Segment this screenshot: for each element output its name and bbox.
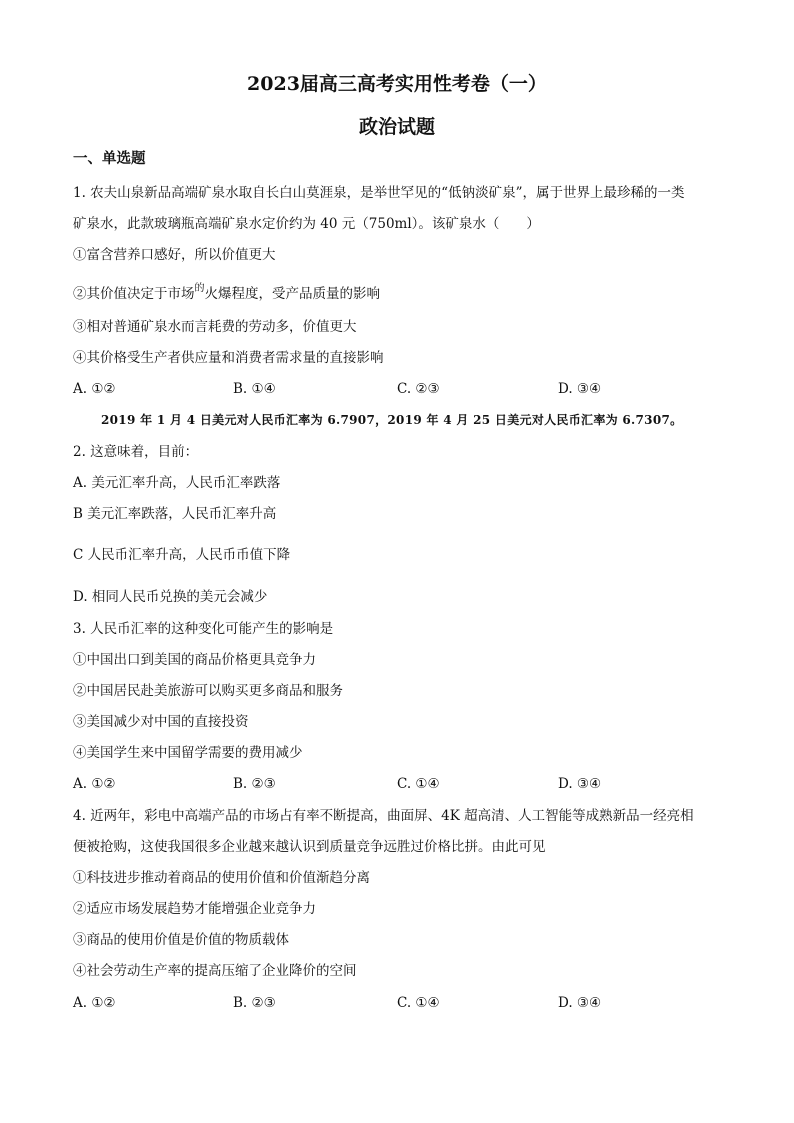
q4-option-d: D. ③④ (558, 995, 602, 1011)
q2-option-c: C 人民币汇率升高，人民币币值下降 (73, 547, 291, 563)
q3-stem: 3. 人民币汇率的这种变化可能产生的影响是 (73, 621, 334, 637)
q1-statement-1: ①富含营养口感好，所以价值更大 (73, 247, 276, 263)
q4-stem-line2: 便被抢购，这使我国很多企业越来越认识到质量竞争远胜过价格比拼。由此可见 (73, 839, 546, 855)
q4-statement-3: ③商品的使用价值是价值的物质载体 (73, 932, 289, 948)
q2-option-b: B 美元汇率跌落，人民币汇率升高 (73, 506, 277, 522)
q3-statement-1: ①中国出口到美国的商品价格更具竞争力 (73, 652, 316, 668)
q1-statement-2-part1: ②其价值决定于市场 (73, 286, 195, 302)
q2-option-a: A. 美元汇率升高，人民币汇率跌落 (73, 475, 281, 491)
q4-option-a: A. ①② (73, 995, 116, 1011)
q4-statement-1: ①科技进步推动着商品的使用价值和价值渐趋分离 (73, 870, 370, 886)
q1-stem-line2: 矿泉水，此款玻璃瓶高端矿泉水定价约为 40 元（750ml）。该矿泉水（ ） (73, 216, 540, 232)
q2-option-d: D. 相同人民币兑换的美元会减少 (73, 589, 268, 605)
q3-statement-3: ③美国减少对中国的直接投资 (73, 714, 249, 730)
q1-statement-3: ③相对普通矿泉水而言耗费的劳动多，价值更大 (73, 319, 357, 335)
q3-option-c: C. ①④ (397, 776, 440, 792)
material-note: 2019 年 1 月 4 日美元对人民币汇率为 6.7907，2019 年 4 月 25 日美元对人民币汇率为 6.7307。 (101, 413, 683, 427)
q1-option-c: C. ②③ (397, 381, 440, 397)
q3-statement-4: ④美国学生来中国留学需要的费用减少 (73, 745, 303, 761)
q3-option-b: B. ②③ (233, 776, 276, 792)
q2-stem: 2. 这意味着，目前： (73, 444, 199, 460)
section-heading: 一、单选题 (73, 150, 146, 167)
q4-option-c: C. ①④ (397, 995, 440, 1011)
q3-option-a: A. ①② (73, 776, 116, 792)
q1-stem-line1: 1. 农夫山泉新品高端矿泉水取自长白山莫涯泉，是举世罕见的“低钠淡矿泉”，属于世界上最珍稀的一类 (73, 185, 685, 201)
q1-statement-4: ④其价格受生产者供应量和消费者需求量的直接影响 (73, 350, 384, 366)
q1-statement-2-part2: 火爆程度，受产品质量的影响 (204, 286, 380, 302)
q1-statement-2 (73, 285, 380, 305)
q1-option-a: A. ①② (73, 381, 116, 397)
q1-option-d: D. ③④ (558, 381, 602, 397)
q4-stem-line1: 4. 近两年，彩电中高端产品的市场占有率不断提高，曲面屏、4K 超高清、人工智能等成熟新品一经亮相 (73, 808, 694, 824)
exam-subtitle: 政治试题 (358, 116, 435, 138)
q3-statement-2: ②中国居民赴美旅游可以购买更多商品和服务 (73, 683, 343, 699)
exam-title: 2023届高三高考实用性考卷（一） (247, 73, 547, 95)
q4-option-b: B. ②③ (233, 995, 276, 1011)
q1-statement-2-superscript: 的 (194, 283, 205, 294)
q4-statement-4: ④社会劳动生产率的提高压缩了企业降价的空间 (73, 963, 357, 979)
q3-option-d: D. ③④ (558, 776, 602, 792)
q4-statement-2: ②适应市场发展趋势才能增强企业竞争力 (73, 901, 316, 917)
q1-option-b: B. ①④ (233, 381, 276, 397)
